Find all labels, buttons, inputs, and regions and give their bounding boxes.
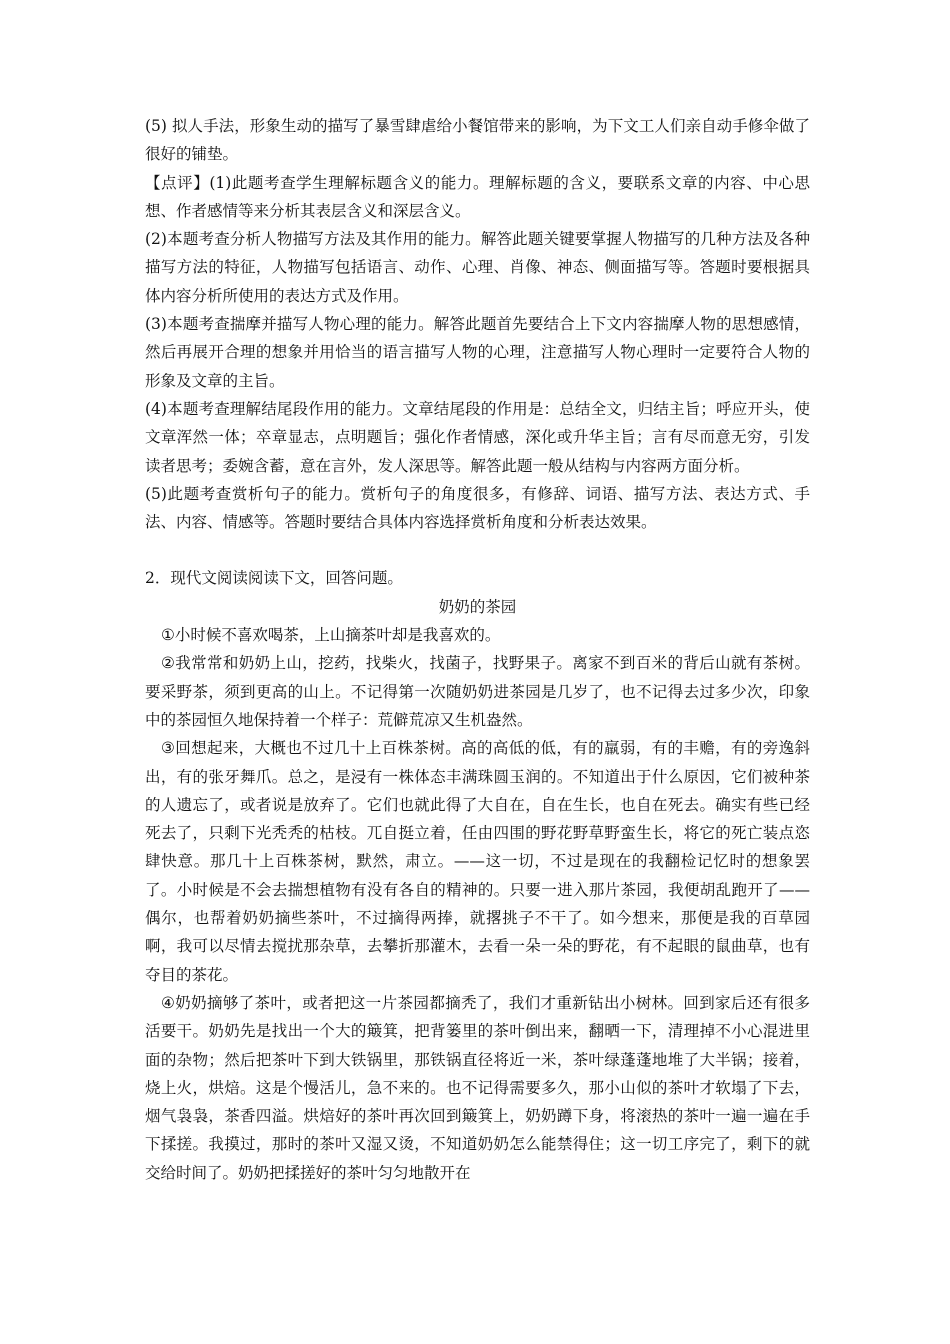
article-paragraph bbox=[145, 734, 810, 989]
paragraph-text: 我常常和奶奶上山，挖药，找柴火，找菌子，找野果子。离家不到百米的背后山就有茶树。要采野茶，须到更高的山上。不记得第一次随奶奶进茶园是几岁了，也不记得去过多少次，印象中的茶园恒久地保持着一个样子：荒僻荒凉又生机盎然。 bbox=[145, 654, 810, 729]
paragraph-text: 回想起来，大概也不过几十上百株茶树。高的高低的低，有的羸弱，有的丰赡，有的旁逸斜出，有的张牙舞爪。总之，是浸有一株体态丰满珠圆玉润的。不知道出于什么原因，它们被种茶的人遗忘了，或者说是放弃了。它们也就此得了大自在，自在生长，也自在死去。确实有些已经死去了，只剩下光秃秃的枯枝。兀自挺立着，任由四围的野花野草野蛮生长，将它的死亡装点恣肆快意。那几十上百株茶树，默然，肃立。——这一切，不过是现在的我翻检记忆时的想象罢了。小时候是不会去揣想植物有没有各自的精神的。只要一进入那片茶园，我便胡乱跑开了——偶尔，也帮着奶奶摘些茶叶，不过摘得两捧，就撂挑子不干了。如今想来，那便是我的百草园啊，我可以尽情去搅扰那杂草，去攀折那灌木，去看一朵一朵的野花，有不起眼的鼠曲草，也有夺目的茶花。 bbox=[145, 739, 810, 984]
paragraph-number: ③ bbox=[161, 739, 176, 758]
article-title: 奶奶的茶园 bbox=[438, 597, 517, 616]
question-heading: 2．现代文阅读阅读下文，回答问题。 bbox=[145, 569, 403, 588]
comment-point-4: (4)本题考查理解结尾段作用的能力。文章结尾段的作用是：总结全文，归结主旨；呼应开头，使文章浑然一体；卒章显志，点明题旨；强化作者情感，深化或升华主旨；言有尽而意无穷，引发读者思考；委婉含蓄，意在言外，发人深思等。解答此题一般从结构与内容两方面分析。 bbox=[145, 399, 810, 475]
paragraph-number: ④ bbox=[161, 993, 176, 1012]
spacer bbox=[145, 536, 810, 564]
article-paragraph bbox=[145, 621, 810, 649]
document-page bbox=[145, 112, 810, 1187]
comment-point-2: (2)本题考查分析人物描写方法及其作用的能力。解答此题关键要掌握人物描写的几种方法及各种描写方法的特征，人物描写包括语言、动作、心理、肖像、神态、侧面描写等。答题时要根据具体内容分析所使用的表达方式及作用。 bbox=[145, 230, 810, 305]
paragraph-number: ② bbox=[161, 654, 176, 673]
comment-point-3: (3)本题考查揣摩并描写人物心理的能力。解答此题首先要结合上下文内容揣摩人物的思想感情，然后再展开合理的想象并用恰当的语言描写人物的心理，注意描写人物心理时一定要符合人物的形象及文章的主旨。 bbox=[145, 315, 810, 390]
comment-text-1: (1)此题考查学生理解标题含义的能力。理解标题的含义，要联系文章的内容、中心思想、作者感情等来分析其表层含义和深层含义。 bbox=[145, 173, 810, 220]
paragraph-number: ① bbox=[161, 626, 175, 645]
analysis-point-5: (5) 拟人手法，形象生动的描写了暴雪肆虐给小餐馆带来的影响，为下文工人们亲自动手修伞做了很好的铺垫。 bbox=[145, 117, 810, 164]
comment-point-5: (5)此题考查赏析句子的能力。赏析句子的角度很多，有修辞、词语、描写方法、表达方式、手法、内容、情感等。答题时要结合具体内容选择赏析角度和分析表达效果。 bbox=[145, 484, 810, 532]
comment-point-1 bbox=[145, 169, 810, 226]
article-paragraph bbox=[145, 989, 810, 1187]
paragraph-text: 小时候不喜欢喝茶，上山摘茶叶却是我喜欢的。 bbox=[174, 626, 501, 645]
paragraph-text: 奶奶摘够了茶叶，或者把这一片茶园都摘秃了，我们才重新钻出小树林。回到家后还有很多活要干。奶奶先是找出一个大的簸箕，把背篓里的茶叶倒出来，翻晒一下，清理掉不小心混进里面的杂物；然后把茶叶下到大铁锅里，那铁锅直径将近一米，茶叶绿蓬蓬地堆了大半锅；接着，烧上火，烘焙。这是个慢活儿，急不来的。也不记得需要多久，那小山似的茶叶才软塌了下去，烟气袅袅，茶香四溢。烘焙好的茶叶再次回到簸箕上，奶奶蹲下身，将滚热的茶叶一遍一遍在手下揉搓。我摸过，那时的茶叶又湿又烫，不知道奶奶怎么能禁得住；这一切工序完了，剩下的就交给时间了。奶奶把揉搓好的茶叶匀匀地散开在 bbox=[145, 993, 810, 1182]
comment-label: 【点评】 bbox=[145, 173, 210, 192]
article-paragraph bbox=[145, 649, 810, 734]
